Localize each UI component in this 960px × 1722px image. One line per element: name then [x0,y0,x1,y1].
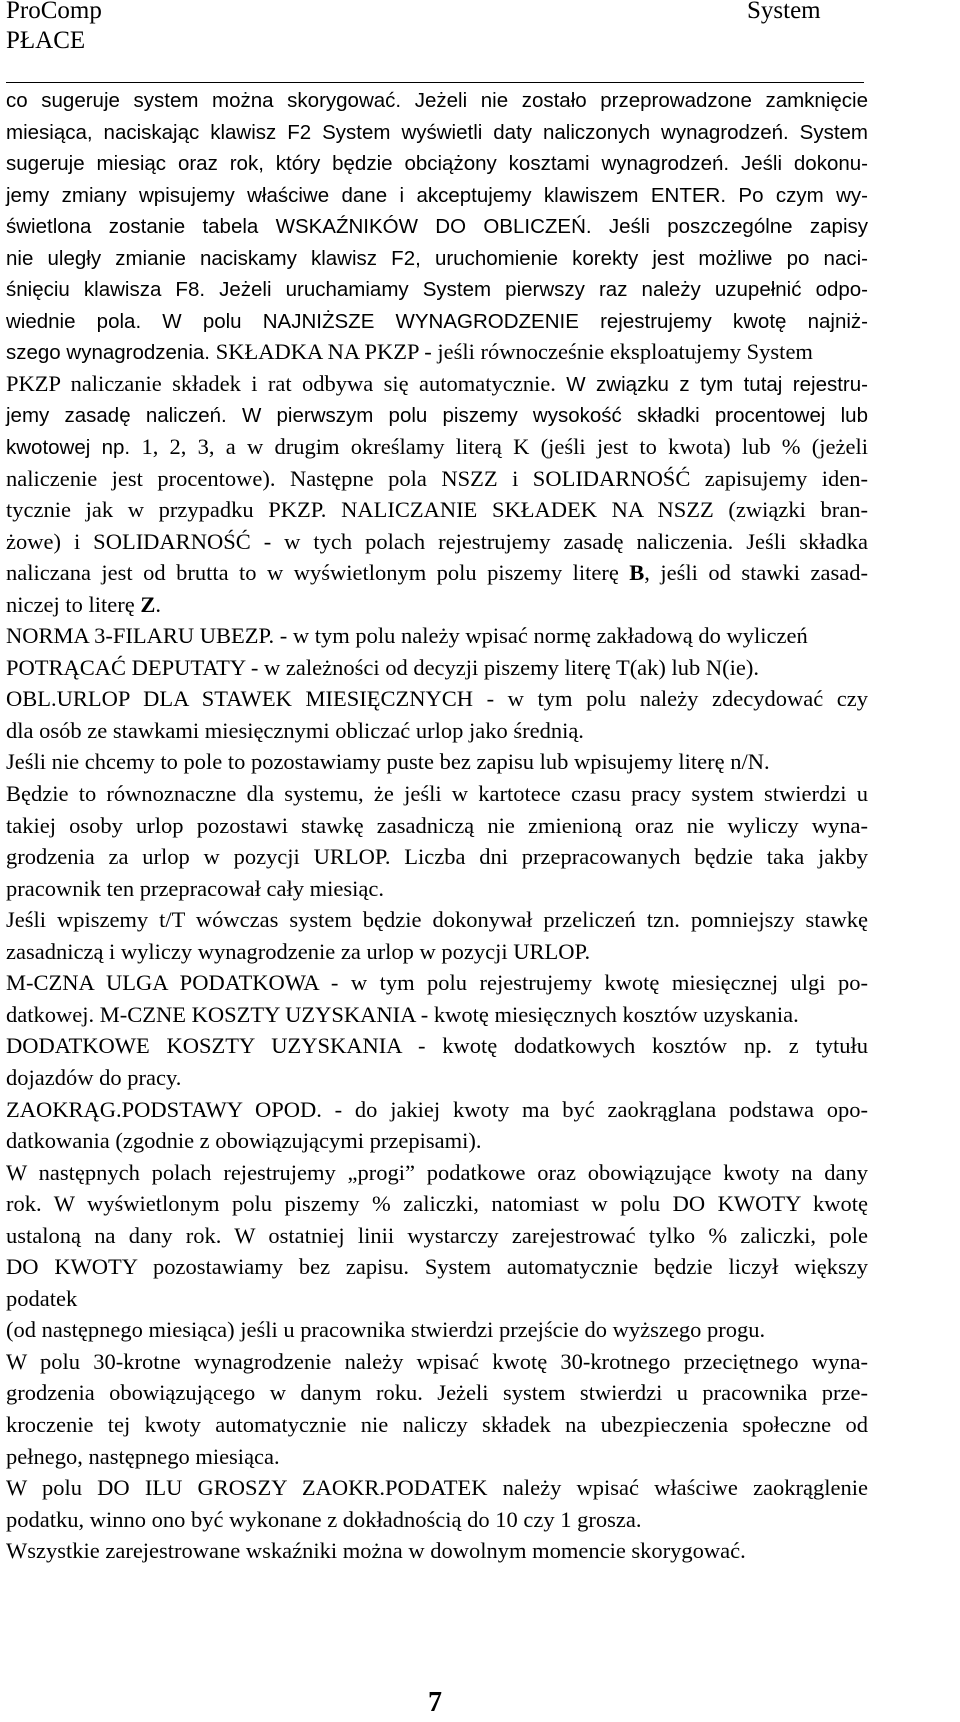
text-line [6,936,868,968]
text-run: świetlona zostanie tabela WSKAŹNIKÓW DO OBLICZEŃ. Jeśli poszczególne zapisy [6,215,868,239]
text-line [6,1314,868,1346]
text-run: POTRĄCAĆ DEPUTATY - w zależności od decyzji piszemy literę T(ak) lub N(ie). [6,654,760,680]
text-line [6,967,868,999]
text-run: naliczana jest od brutta to w wyświetlonym polu piszemy literę [6,560,630,586]
text-line [6,778,868,810]
header-rule [6,82,864,83]
text-run: SKŁADKA NA PKZP - jeśli równocześnie eksploatujemy System [215,339,813,365]
text-line [6,1441,868,1473]
text-run: kwotowej np. [6,436,142,460]
text-run: grodzenia za urlop w pozycji URLOP. Liczba dni przepracowanych będzie taka jakby [6,844,868,870]
text-line [6,179,868,211]
text-run: OBL.URLOP DLA STAWEK MIESIĘCZNYCH - w tym polu należy zdecydować czy [6,686,868,712]
text-run: datkowej. M-CZNE KOSZTY UZYSKANIA - kwotę miesięcznych kosztów uzyskania. [6,1001,799,1027]
text-run: kroczenie tej kwoty automatycznie nie naliczy składek na ubezpieczenia społeczne od [6,1411,868,1437]
text-run: dojazdów do pracy. [6,1064,182,1090]
text-line [6,841,868,873]
text-line [6,494,868,526]
text-line [6,683,868,715]
text-run: podatku, winno ono być wykonane z dokładnością do 10 czy 1 grosza. [6,1506,642,1532]
text-run: M-CZNA ULGA PODATKOWA - w tym polu rejestrujemy kwotę miesięcznej ulgi po- [6,970,868,996]
text-line [6,399,868,431]
text-run: pracownik ten przepracował cały miesiąc. [6,875,384,901]
text-line [6,1062,868,1094]
text-run: Wszystkie zarejestrowane wskaźniki można w dowolnym momencie skorygować. [6,1538,746,1564]
text-line [6,1251,868,1283]
text-line [6,810,868,842]
text-line [6,1220,868,1252]
text-run: żowe) i SOLIDARNOŚĆ - w tych polach rejestrujemy zasadę naliczenia. Jeśli składka [6,528,868,554]
text-line [6,873,868,905]
text-run: co sugeruje system można skorygować. Jeżeli nie zostało przeprowadzone zamknięcie [6,89,868,112]
text-run: jemy zmiany wpisujemy właściwe dane i akceptujemy klawiszem ENTER. Po czym wy- [6,183,868,207]
text-run: niczej to literę [6,591,141,617]
text-run: W związku z tym tutaj rejestru- [566,372,868,396]
text-run: wiednie pola. W polu NAJNIŻSZE WYNAGRODZENIE rejestrujemy kwotę najniż- [6,309,868,333]
text-run: W polu DO ILU GROSZY ZAOKR.PODATEK należy wpisać właściwe zaokrąglenie [6,1475,868,1501]
text-line [6,1094,868,1126]
text-line [6,1125,868,1157]
text-run: jemy zasadę naliczeń. W pierwszym polu piszemy wysokość składki procentowej lub [6,404,868,428]
text-run: sugeruje miesiąc oraz rok, który będzie obciążony kosztami wynagrodzeń. Jeśli dokonu- [6,152,868,176]
text-line [6,1472,868,1504]
text-run: W następnych polach rejestrujemy „progi” podatkowe oraz obowiązujące kwoty na dany [6,1159,868,1185]
text-line [6,1030,868,1062]
text-line [6,999,868,1031]
bold-letter: B [629,560,645,586]
text-run: 1, 2, 3, a w drugim określamy literą K (jeśli jest to kwota) lub % (jeżeli [141,434,868,460]
text-line [6,652,868,684]
text-run: zasadniczą i wyliczy wynagrodzenie za urlop w pozycji URLOP. [6,938,591,964]
text-run: grodzenia obowiązującego w danym roku. Jeżeli system stwierdzi u pracownika prze- [6,1380,868,1406]
text-line [6,1409,868,1441]
text-line [6,147,868,179]
text-run: ZAOKRĄG.PODSTAWY OPOD. - do jakiej kwoty ma być zaokrąglana podstawa opo- [6,1096,868,1122]
text-line [6,589,868,621]
text-line [6,431,868,463]
text-run: naliczenie jest procentowe). Następne pola NSZZ i SOLIDARNOŚĆ zapisujemy iden- [6,465,868,491]
text-line [6,557,868,589]
text-run: nie uległy zmianie naciskamy klawisz F2, uruchomienie korekty jest możliwe po naci- [6,246,868,270]
text-run: tycznie jak w przypadku PKZP. NALICZANIE SKŁADEK NA NSZZ (związki bran- [6,497,868,523]
text-run: rok. W wyświetlonym polu piszemy % zaliczki, natomiast w polu DO KWOTY kwotę [6,1191,868,1217]
text-line [6,1188,868,1220]
text-run: NORMA 3-FILARU UBEZP. - w tym polu należy wpisać normę zakładową do wyliczeń [6,623,808,649]
text-line [6,1535,868,1567]
text-line [6,746,868,778]
text-run: takiej osoby urlop pozostawi stawkę zasadniczą nie zmienioną oraz nie wyliczy wyna- [6,812,868,838]
text-run: PKZP naliczanie składek i rat odbywa się automatycznie. [6,370,567,396]
text-run: szego wynagrodzenia. [6,341,216,365]
header-system-label: System [747,0,821,24]
text-run: , jeśli od stawki zasad- [644,560,868,586]
page-number: 7 [428,1687,442,1718]
text-line [6,904,868,936]
text-line [6,526,868,558]
body-text [6,84,868,1567]
text-line [6,84,868,116]
text-line [6,1346,868,1378]
text-line [6,116,868,148]
text-run: pełnego, następnego miesiąca. [6,1443,280,1469]
text-line [6,1504,868,1536]
text-line [6,368,868,400]
text-run: W polu 30-krotne wynagrodzenie należy wpisać kwotę 30-krotnego przeciętnego wyna- [6,1348,868,1374]
text-run: . [155,591,161,617]
text-run: DODATKOWE KOSZTY UZYSKANIA - kwotę dodatkowych kosztów np. z tytułu [6,1033,868,1059]
text-run: Będzie to równoznaczne dla systemu, że jeśli w kartotece czasu pracy system stwierdzi u [6,781,868,807]
text-run: DO KWOTY pozostawiamy bez zapisu. System automatycznie będzie liczył większy [6,1254,868,1280]
text-line [6,463,868,495]
text-run: Jeśli wpiszemy t/T wówczas system będzie dokonywał przeliczeń tzn. pomniejszy stawkę [6,907,868,933]
text-run: (od następnego miesiąca) jeśli u pracownika stwierdzi przejście do wyższego progu. [6,1317,766,1343]
text-run: datkowania (zgodnie z obowiązującymi przepisami). [6,1128,482,1154]
text-run: podatek [6,1285,78,1311]
text-run: Jeśli nie chcemy to pole to pozostawiamy puste bez zapisu lub wpisujemy literę n/N. [6,749,770,775]
text-run: miesiąca, naciskając klawisz F2 System wyświetli daty naliczonych wynagrodzeń. System [6,120,868,144]
text-line [6,715,868,747]
text-run: dla osób ze stawkami miesięcznymi obliczać urlop jako średnią. [6,717,584,743]
text-line [6,1283,868,1315]
header-module-name: PŁACE [6,27,86,54]
text-line [6,1157,868,1189]
text-line [6,305,868,337]
text-line [6,336,868,368]
text-line [6,210,868,242]
header-product-name: ProComp [6,0,102,24]
text-line [6,1377,868,1409]
text-run: śnięciu klawisza F8. Jeżeli uruchamiamy System pierwszy raz należy uzupełnić odpo- [6,278,868,302]
running-header-left [6,0,102,56]
text-line [6,273,868,305]
text-line [6,242,868,274]
text-run: ustaloną na dany rok. W ostatniej linii wystarczy zarejestrować tylko % zaliczki, pole [6,1222,868,1248]
text-line [6,620,868,652]
bold-letter: Z [140,591,156,617]
